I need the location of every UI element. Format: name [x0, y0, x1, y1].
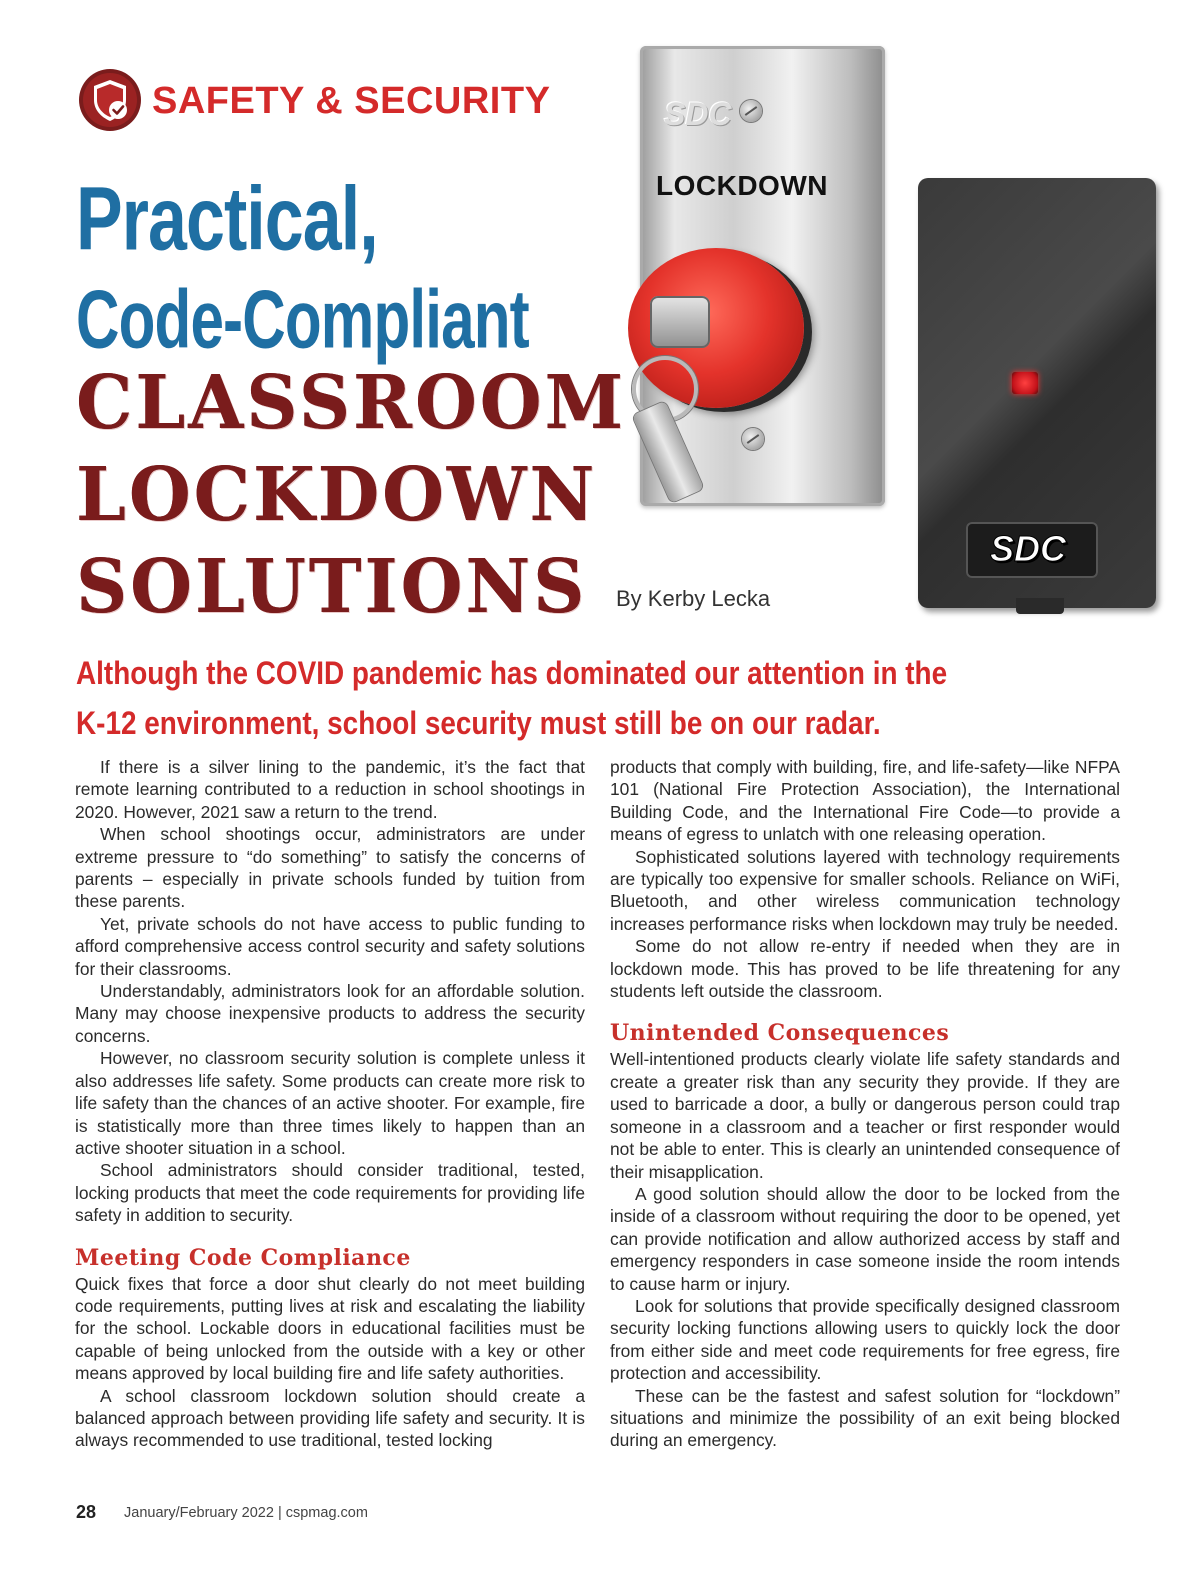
reader-tab [1016, 598, 1064, 614]
page-number: 28 [76, 1502, 97, 1522]
shield-check-icon [78, 68, 142, 132]
section-label: SAFETY & SECURITY [152, 80, 551, 122]
body-paragraph: Well-intentioned products clearly violate life safety standards and create a greater risk than any security they provide. If they are used to barricade a door, a bully or dangerous person could trap someone in a classroom and a teacher or first responder would not be able to enter. This is clearly an unintended consequence of their misapplication. [610, 1049, 1120, 1182]
subhead-unintended-consequences: Unintended Consequences [610, 1020, 950, 1047]
headline-line-5: SOLUTIONS [76, 544, 588, 630]
body-paragraph: If there is a silver lining to the pandemic, it’s the fact that remote learning contributed to a reduction in school shootings in 2020. However, 2021 saw a return to the trend. [75, 757, 585, 822]
deck-line-2: K-12 environment, school security must still be on our radar. [76, 706, 881, 742]
subhead-code-compliance: Meeting Code Compliance [75, 1244, 411, 1271]
body-paragraph: However, no classroom security solution is complete unless it also addresses life safety. Some products can create more risk to life safety than the chances of an active shooter. For example, fire is statistically more than three times likely to happen than an active shooter situation in a school. [75, 1048, 585, 1158]
deck-line-1: Although the COVID pandemic has dominated our attention in the [76, 656, 948, 692]
body-paragraph: A good solution should allow the door to be locked from the inside of a classroom without requiring the door to be opened, yet can provide notification and allow authorized access by staff and emergency responders in case someone inside the room intends to cause harm or injury. [610, 1183, 1120, 1294]
body-paragraph: A school classroom lockdown solution should create a balanced approach between providing life safety and security. It is always recommended to use traditional, tested locking [75, 1385, 585, 1451]
byline: By Kerby Lecka [616, 586, 771, 611]
body-paragraph: products that comply with building, fire, and life-safety—like NFPA 101 (National Fire Protection Association), the International Building Code, and the International Fire Code—to provide a means of egress to unlatch with one releasing operation. [610, 757, 1120, 845]
body-paragraph: Quick fixes that force a door shut clearly do not meet building code requirements, putting lives at risk and escalating the liability for the school. Lockable doors in educational facilities must be capable of being unlocked from the outside with a key or other means approved by local building fire and life safety authorities. [75, 1273, 585, 1384]
screw-icon [742, 428, 764, 450]
headline-line-3: CLASSROOM [76, 360, 627, 446]
plate-lockdown-label: LOCKDOWN [656, 170, 828, 201]
screw-icon [740, 100, 762, 122]
body-column-left [75, 756, 585, 1452]
body-paragraph: When school shootings occur, administrators are under extreme pressure to “do something” to satisfy the concerns of parents – especially in private schools funded by tuition from these parents. [75, 824, 585, 912]
body-paragraph: Look for solutions that provide specifically designed classroom security locking functions allowing users to quickly lock the door from either side and meet code requirements for free egress, fire protection and accessibility. [610, 1295, 1120, 1384]
body-paragraph: School administrators should consider traditional, tested, locking products that meet the code requirements for providing life safety in addition to security. [75, 1160, 585, 1226]
headline-line-4: LOCKDOWN [76, 452, 598, 538]
reader-led-icon [1012, 372, 1038, 394]
headline-line-1: Practical, [76, 169, 378, 270]
footer-issue-and-site: January/February 2022 | cspmag.com [124, 1505, 368, 1521]
headline-line-2: Code-Compliant [76, 273, 529, 366]
plate-brand-logo: SDC [664, 96, 732, 132]
body-paragraph: Some do not allow re-entry if needed when they are in lockdown mode. This has proved to be life threatening for any students left outside the classroom. [610, 936, 1120, 1002]
body-paragraph: Understandably, administrators look for an affordable solution. Many may choose inexpensive products to address the security concerns. [75, 981, 585, 1046]
key-cylinder-icon [650, 296, 710, 348]
body-column-right [610, 756, 1120, 1452]
body-paragraph: Sophisticated solutions layered with technology requirements are typically too expensive for smaller schools. Reliance on WiFi, Bluetooth, and other wireless communication technology increases performance risks when lockdown may truly be needed. [610, 846, 1120, 934]
body-paragraph: Yet, private schools do not have access to public funding to afford comprehensive access control security and safety solutions for their classrooms. [75, 913, 585, 979]
reader-brand-logo: SDC [990, 528, 1067, 569]
body-paragraph: These can be the fastest and safest solution for “lockdown” situations and minimize the possibility of an exit being blocked during an emergency. [610, 1385, 1120, 1451]
